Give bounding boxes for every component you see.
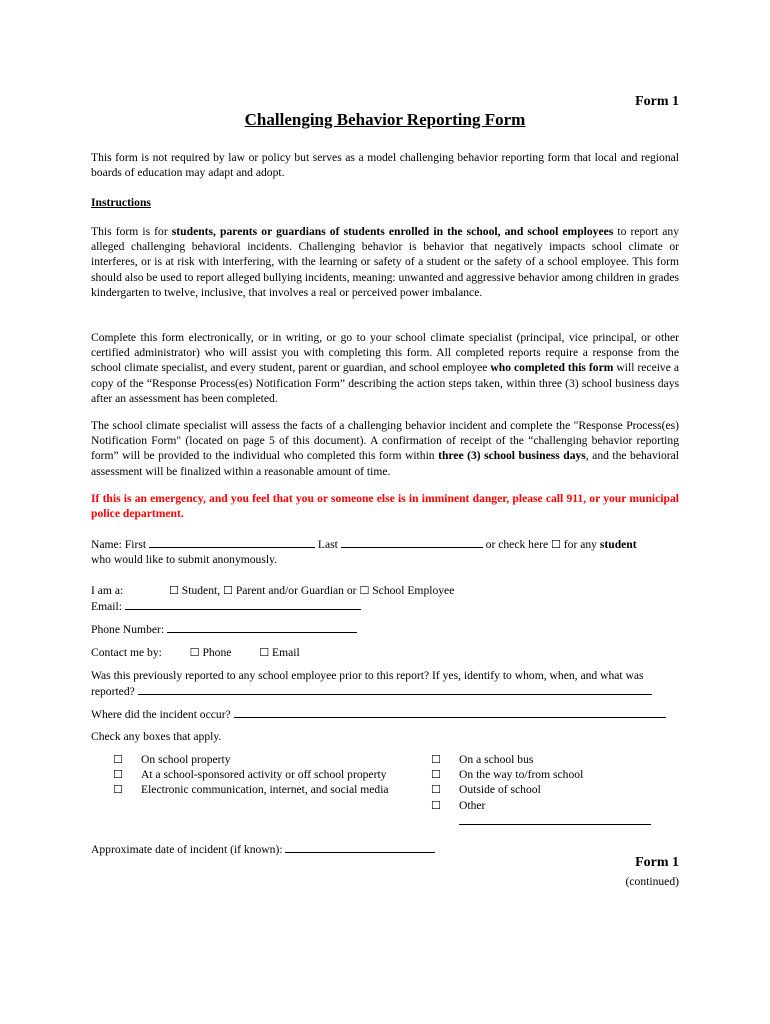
- school-activity-checkbox[interactable]: ☐: [113, 768, 123, 782]
- previously-reported-row: [91, 668, 679, 699]
- contact-label: Contact me by:: [91, 646, 162, 659]
- previously-reported-question: Was this previously reported to any school employee prior to this report? If yes, identify to whom, when, and what was reported?: [91, 669, 644, 699]
- list-item: [431, 752, 679, 767]
- contact-phone-label: Phone: [202, 646, 232, 659]
- phone-field[interactable]: [167, 621, 357, 633]
- email-label: Email:: [91, 600, 122, 613]
- instr3-text-bold: three (3) school business days: [438, 449, 586, 463]
- anonymous-checkbox[interactable]: ☐: [551, 538, 561, 551]
- incident-location-row: [91, 706, 679, 722]
- form-number-label-footer: Form 1: [635, 855, 679, 870]
- way-to-school-checkbox[interactable]: ☐: [431, 768, 441, 782]
- other-field[interactable]: [459, 813, 651, 825]
- employee-option-label: School Employee: [372, 584, 455, 597]
- instructions-heading: Instructions: [91, 196, 151, 209]
- school-property-checkbox[interactable]: ☐: [113, 753, 123, 766]
- student-bold-label: student: [599, 538, 637, 551]
- instr2-text-bold: who completed this form: [490, 361, 614, 375]
- parent-checkbox[interactable]: ☐: [223, 584, 233, 597]
- instr1-text-bold: students, parents or guardians of students enrolled in the school, and school employees: [171, 225, 614, 238]
- location-options-right: [431, 752, 679, 829]
- contact-phone-checkbox[interactable]: ☐: [189, 646, 200, 659]
- phone-label: Phone Number:: [91, 623, 165, 636]
- page-title: Challenging Behavior Reporting Form: [244, 110, 526, 129]
- contact-row: [91, 645, 679, 660]
- employee-checkbox[interactable]: ☐: [359, 584, 370, 597]
- other-checkbox[interactable]: ☐: [431, 798, 441, 812]
- instr1-text-a: This form is for: [91, 225, 172, 238]
- incident-location-field[interactable]: [234, 706, 666, 718]
- student-checkbox[interactable]: ☐: [169, 584, 179, 597]
- emergency-notice: If this is an emergency, and you feel that you or someone else is in imminent danger, please call 911, or your municipal police department.: [91, 492, 679, 521]
- instructions-paragraph-2: [91, 330, 679, 406]
- anonymous-text: who would like to submit anonymously.: [91, 553, 278, 566]
- instr3-text-a: The school climate specialist will assess the facts of a challenging behavior incident and complete the "Response Process(es) Notification Form" (located on page 5 of this document). A confirmation of receipt of the “challenging behavior reporting form” will be provided to the individual who completed this form within: [91, 419, 679, 463]
- email-field[interactable]: [125, 598, 361, 610]
- last-name-field[interactable]: [341, 536, 483, 548]
- instr3-text-c: , and the behavioral assessment will be finalized within a reasonable amount of time.: [91, 449, 679, 478]
- first-name-label: Name: First: [91, 538, 147, 551]
- phone-row: [91, 621, 679, 637]
- student-option-label: Student,: [181, 584, 221, 597]
- name-row: [91, 536, 679, 552]
- last-name-label: Last: [317, 538, 338, 551]
- way-to-school-label: On the way to/from school: [459, 768, 584, 782]
- list-item: [113, 767, 393, 782]
- incident-date-field[interactable]: [285, 841, 435, 853]
- role-row: [91, 583, 679, 598]
- school-activity-label: At a school-sponsored activity or off school property: [141, 768, 387, 782]
- location-options-left: [113, 752, 393, 798]
- instructions-paragraph-1: [91, 224, 679, 300]
- previously-reported-field[interactable]: [138, 683, 652, 695]
- check-boxes-instruction: Check any boxes that apply.: [91, 730, 222, 743]
- school-bus-checkbox[interactable]: ☐: [431, 753, 441, 766]
- list-item: [431, 767, 679, 782]
- parent-option-label: Parent and/or Guardian or: [235, 584, 357, 597]
- form-number-label: Form 1: [635, 94, 679, 109]
- instr1-text-c: to report any alleged challenging behavioral incidents. Challenging behavior is behavior that negatively impacts school climate or interferes, or is at risk with interfering, with the learning or safety of a student or the safety of a school employee. This form should also be used to report alleged bullying incidents, meaning: unwanted and aggressive behavior among children in grades kindergarten to twelve, inclusive, that involves a real or perceived power imbalance.: [91, 225, 679, 299]
- other-row: [459, 798, 679, 829]
- incident-date-row: [91, 841, 679, 857]
- school-bus-label: On a school bus: [459, 753, 534, 766]
- form-page: [91, 0, 679, 1024]
- other-label: Other: [459, 798, 486, 812]
- list-item: [113, 782, 393, 797]
- school-property-label: On school property: [141, 753, 231, 766]
- instr2-text-a: Complete this form electronically, or in writing, or go to your school climate specialist (principal, vice principal, or other certified administrator) who will assist you with completing this form. All completed reports require a response from the school climate specialist, and every student, parent or guardian, and school employee: [91, 331, 679, 375]
- electronic-communication-label: Electronic communication, internet, and social media: [141, 783, 389, 797]
- for-any-label: for any: [563, 538, 597, 551]
- continued-label: (continued): [625, 875, 679, 888]
- role-label: I am a:: [91, 584, 124, 597]
- incident-location-label: Where did the incident occur?: [91, 708, 231, 721]
- outside-school-checkbox[interactable]: ☐: [431, 783, 441, 797]
- check-here-label: or check here: [485, 538, 549, 551]
- list-item: [113, 752, 393, 767]
- incident-date-label: Approximate date of incident (if known):: [91, 843, 283, 856]
- list-item: [431, 798, 679, 829]
- instructions-paragraph-3: [91, 418, 679, 479]
- email-row: [91, 598, 679, 614]
- outside-school-label: Outside of school: [459, 783, 541, 797]
- electronic-communication-checkbox[interactable]: ☐: [113, 783, 123, 797]
- contact-email-label: Email: [272, 646, 300, 659]
- instr2-text-c: will receive a copy of the “Response Process(es) Notification Form” describing the action steps taken, within three (3) school business days after an assessment has been completed.: [91, 361, 680, 405]
- list-item: [431, 782, 679, 797]
- first-name-field[interactable]: [149, 536, 315, 548]
- contact-email-checkbox[interactable]: ☐: [259, 646, 270, 659]
- intro-paragraph: This form is not required by law or policy but serves as a model challenging behavior reporting form that local and regional boards of education may adapt and adopt.: [91, 151, 679, 180]
